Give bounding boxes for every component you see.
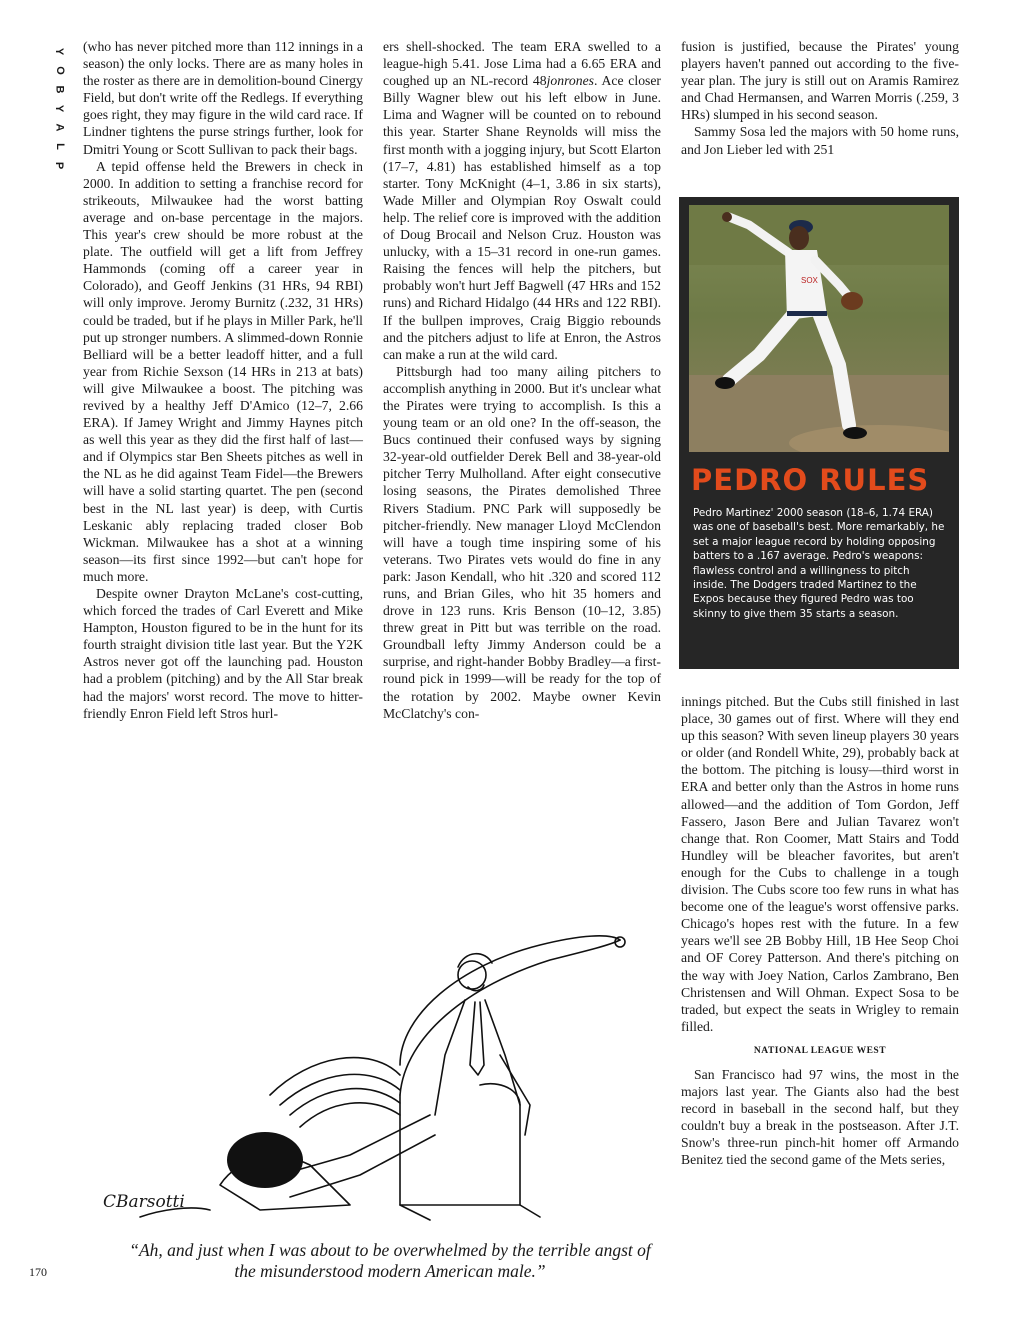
masthead-letter: Y (53, 104, 66, 113)
paragraph (383, 38, 661, 363)
page-number: 170 (29, 1265, 47, 1279)
pitcher-photo (689, 205, 949, 452)
pitcher-illustration (689, 205, 949, 452)
article-column-3-bottom (681, 693, 959, 1169)
sidebar-title: PEDRO RULES (691, 463, 930, 497)
paragraph: San Francisco had 97 wins, the most in the majors last year. The Giants also had the best record in baseball in the second half, but they couldn't buy a break in the postseason. After J.T. Snow's three-run pinch-hit homer off Armando Benitez tied the second game of the Mets series, (681, 1066, 959, 1168)
masthead-letter: L (53, 143, 66, 150)
cartoon-illustration (100, 905, 680, 1225)
paragraph: (who has never pitched more than 112 innings in a season) the only locks. There are as many holes in the roster as there are in demolition-bound Cinergy Field, but don't write off the Redlegs. If everything goes right, they may figure in the wild card race. If Lindner tightens the purse strings further, look for Dmitri Young or Scott Sullivan to pack their bags. (83, 39, 363, 157)
masthead-letter: Y (53, 47, 66, 56)
article-column-1 (83, 38, 363, 722)
article-column-2 (383, 38, 661, 722)
paragraph: innings pitched. But the Cubs still finished in last place, 30 games out of first. Where will they end up this season? With seven lineup players 30 years or older (and Rondell White, 29), probably back at the bottom. The pitching is lousy—third worst in ERA and better only than the Astros in home runs allowed—and the addition of Tom Gordon, Jeff Fassero, Jason Bere and Julian Tavarez won't change that. Ron Coomer, Matt Stairs and Todd Hundley will be bleacher favorites, but aren't enough for the Cubs to challenge in a tough division. The Cubs score too few runs in what has become one of the league's worst offensive parks. Chicago's hopes rest with the future. In a few years we'll see 2B Bobby Hill, 1B Hee Seop Choi and OF Corey Patterson. And there's pitching on the way with Joey Nation, Carlos Zambrano, Ben Christensen and Will Ohman. Expect Sosa to be traded, but expect the seats in Wrigley to remain filled. (681, 694, 959, 1034)
masthead-letter: P (53, 161, 66, 170)
section-subhead: NATIONAL LEAGUE WEST (753, 1045, 887, 1056)
svg-text:SOX: SOX (801, 276, 818, 285)
paragraph: A tepid offense held the Brewers in check in 2000. In addition to setting a franchise record for strikeouts, Milwaukee had the worst batting average and on-base percentage in the majors. This year's crew should be more robust at the plate. The outfield will get a lift from Jeffrey Hammonds (coming off a career year in Colorado), and Geoff Jenkins (31 HRs, 94 RBI) will only improve. Jeromy Burnitz (.232, 31 HRs) could be traded, but if he plays in Miller Park, he'll put up stronger numbers. A slimmed-down Ronnie Belliard will be a better leadoff hitter, and a full year from Richie Sexson (14 HRs in 213 at bats) will give Milwaukee a boost. The pitching was revived by a healthy Jeff D'Amico (12–7, 2.66 ERA). If Jamey Wright and Jimmy Haynes pitch as well this year as they did the first half of last—and if Olympics star Ben Sheets pitches as well in the NL as he did against Team Fidel—the Brewers will have a solid starting quartet. The pen (second best in the NL last year) is deep, with Curtis Leskanic ably replacing traded closer Bob Wickman. Milwaukee has a shot at a winning season—its first since 1992—but can't hope for much more. (83, 158, 363, 584)
paragraph: Despite owner Drayton McLane's cost-cutting, which forced the trades of Carl Everett and Mike Hampton, Houston figured to be in the hunt for its fourth straight division title last year. But the Y2K Astros never got off the launching pad. Houston had a problem (pitching) and by the All Star break had the majors' worst record. The move to hitter-friendly Enron Field left Stros hurl- (83, 586, 363, 721)
cartoon-drawing (100, 905, 680, 1225)
paragraph: Sammy Sosa led the majors with 50 home runs, and Jon Lieber led with 251 (681, 124, 959, 157)
sidebar-body: Pedro Martinez' 2000 season (18–6, 1.74 ERA) was one of baseball's best. More remarkably, he set a major league record by holding opposing batters to a .167 average. Pedro's weapons: flawless control and a willingness to pitch inside. The Dodgers traded Martinez to the Expos because they figured Pedro was too skinny to give them 35 starts a season. (693, 507, 945, 620)
masthead (51, 42, 67, 175)
cartoon-caption: “Ah, and just when I was about to be overwhelmed by the terrible angst of the misunderstood modern American male.” (129, 1240, 651, 1281)
cartoon-signature: CBarsotti (103, 1192, 185, 1212)
italic-term: jonrones (546, 73, 595, 89)
text-run: ers shell-shocked. The team ERA swelled to a league-high 5.41. Jose Lima had a 6.65 ERA and coughed up an NL-record 48 (383, 39, 661, 89)
text-run: . Ace closer Billy Wagner blew out his left elbow in June. Lima and Wagner will be counted on to rebound this year. Starter Shane Reynolds will miss the first month with a jogging injury, but Scott Elarton (17–7, 4.81) has established himself as a top starter. Tony McKnight (4–1, 3.86 in six starts), Wade Miller and Olympian Roy Oswalt could help. The relief core is improved with the addition of Doug Brocail and Nelson Cruz. Houston was unlucky, with a 15–31 record in one-run games. Raising the fences will help the pitchers, but probably won't hurt Jeff Bagwell (47 HRs and 152 runs) and Richard Hidalgo (44 HRs and 122 RBI). If the bullpen improves, Craig Biggio rebounds and the pitchers adjust to life at Enron, the Astros can make a run at the wild card. (383, 73, 661, 362)
paragraph: Pittsburgh had too many ailing pitchers to accomplish anything in 2000. But it's unclear what the Pirates were trying to accomplish. Is this a young team or an old one? In the off-season, the Bucs continued their confused ways by signing 32-year-old outfielder Derek Bell and 38-year-old pitcher Terry Mulholland. After eight consecutive losing seasons, the Pirates demolished Three Rivers Stadium. PNC Park will supposedly be pitcher-friendly. New manager Lloyd McClendon will have a tough time inspiring some of his veterans. Two Pirates vets would do fine in any park: Jason Kendall, who hit .320 and scored 112 runs, and Brian Giles, who hit 35 homers and drove in 123 runs. Kris Benson (10–12, 3.85) threw great in Pitt but was terrible on the road. Groundball lefty Jimmy Anderson could be a surprise, and right-hander Bobby Bradley—a first-round pick in 1999—will be ready for the top of the rotation by 2002. Maybe owner Kevin McClatchy's con- (383, 363, 661, 721)
article-column-3-top (681, 38, 959, 158)
masthead-letter: B (53, 85, 66, 94)
paragraph: fusion is justified, because the Pirates' young players haven't panned out according to the five-year plan. The jury is still out on Aramis Ramirez and Chad Hermansen, and Warren Morris (.259, 3 HRs) slumped in his second season. (681, 39, 959, 123)
sidebar-box (679, 197, 959, 669)
masthead-letter: A (53, 123, 66, 132)
masthead-letter: O (53, 66, 66, 75)
